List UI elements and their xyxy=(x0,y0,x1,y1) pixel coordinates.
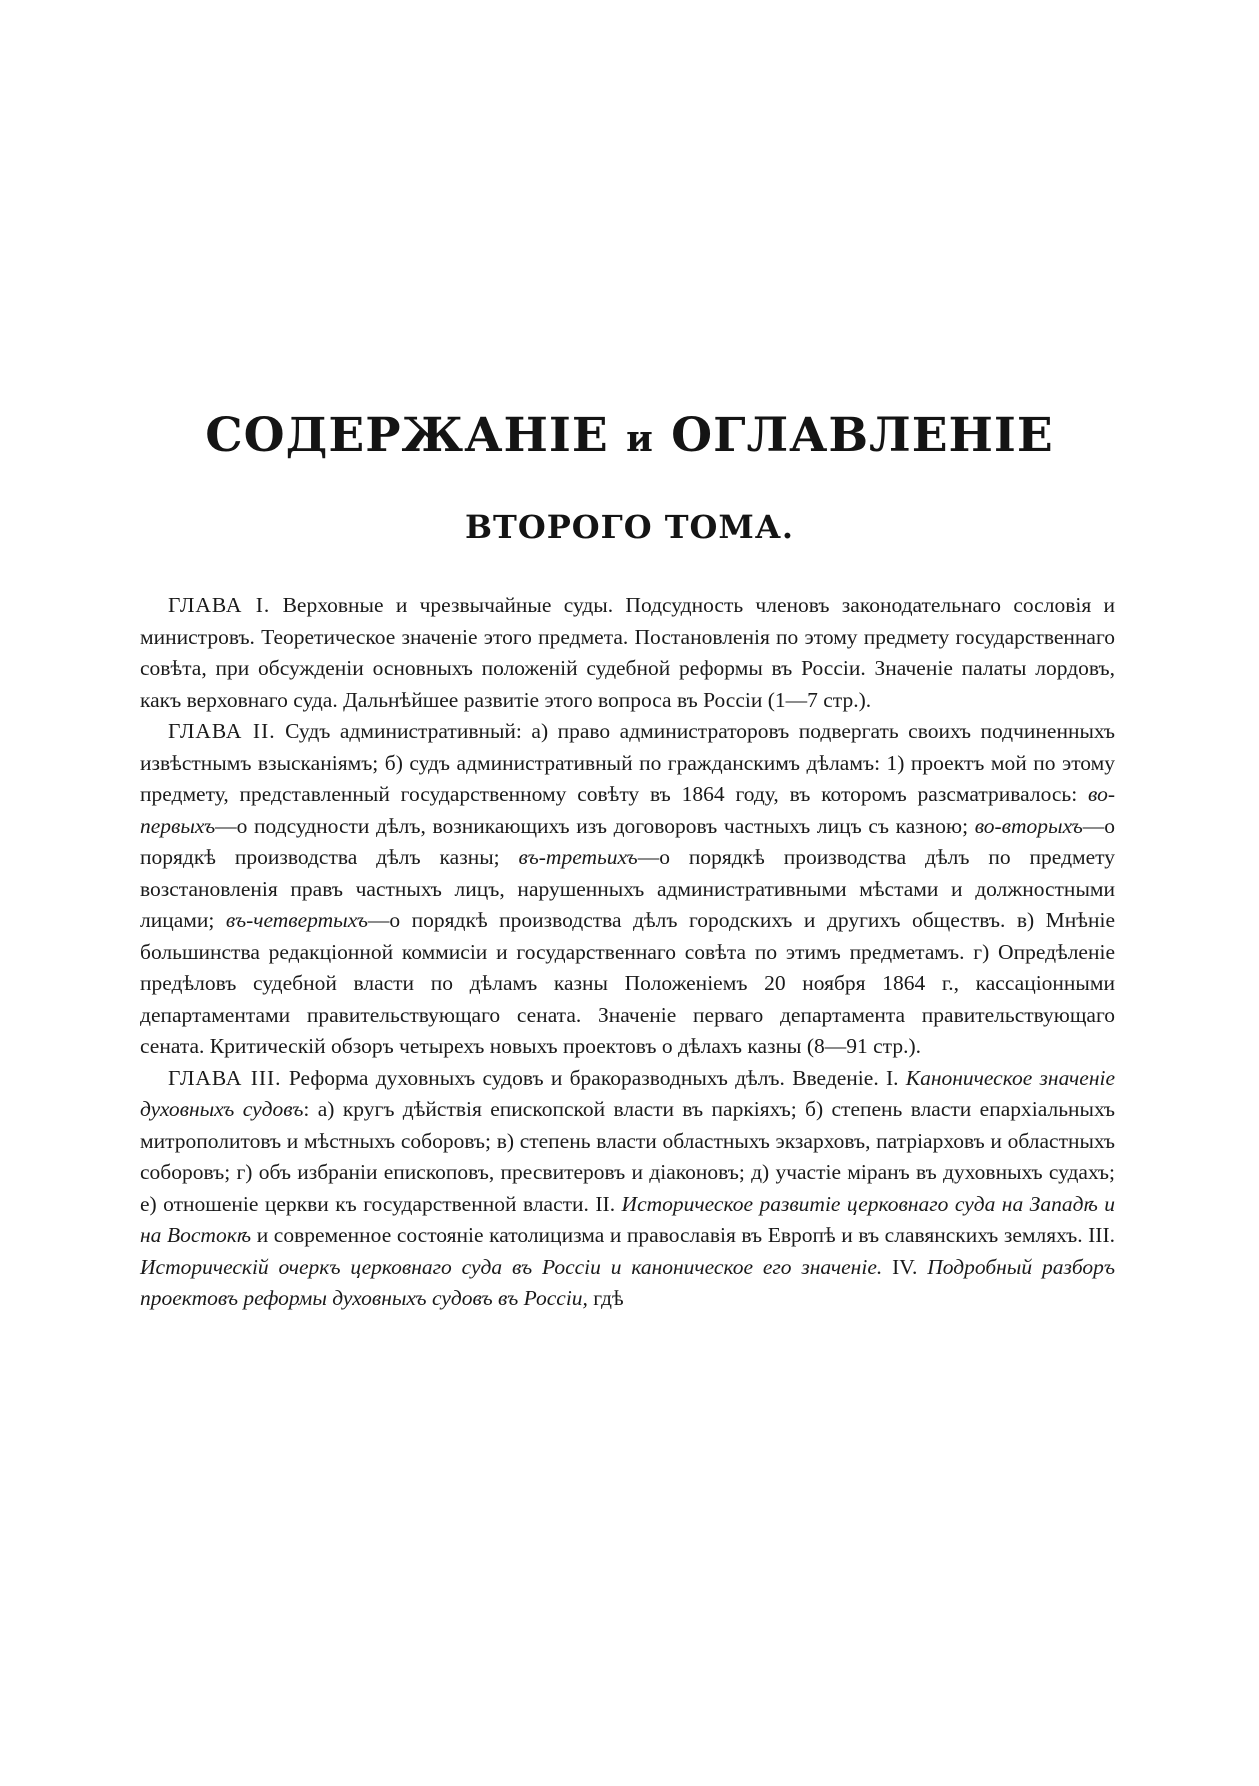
chapter-1-heading: ГЛАВА I. xyxy=(168,593,271,617)
title-conjunction: и xyxy=(626,418,654,460)
chapter-3-text-5: гдѣ xyxy=(593,1286,624,1310)
chapter-2-text-5: —о порядкѣ производства дѣлъ городскихъ и другихъ обществъ. в) Мнѣніе большинства редакціонной коммисіи и государственнаго совѣта по этимъ предметамъ. г) Опредѣленіе предѣловъ судебной власти по дѣламъ казны Положеніемъ 20 ноября 1864 г., кассаціонными департаментами правительствующаго сената. Значеніе перваго департамента правительствующаго сената. Критическій обзоръ четырехъ новыхъ проектовъ о дѣлахъ казны (8—91 стр.). xyxy=(140,908,1115,1058)
chapter-3-italic-4: Подробный разборъ проектовъ реформы духовныхъ судовъ въ Россіи, xyxy=(140,1254,1116,1310)
title-part-1: СОДЕРЖАНІЕ xyxy=(205,408,609,463)
chapter-3-italic-1: Каноническое значеніе духовныхъ судовъ xyxy=(140,1065,1116,1121)
chapter-3-italic-3: Историческій очеркъ церковнаго суда въ Россіи и каноническое его значеніе. xyxy=(140,1254,883,1279)
chapter-3-italic-2: Историческое развитіе церковнаго суда на Западѣ и на Востокѣ xyxy=(140,1191,1116,1247)
chapter-2-italic-2: во-вторыхъ xyxy=(974,813,1083,838)
chapter-1-paragraph xyxy=(140,590,1115,716)
chapter-3-text-4: IV. xyxy=(892,1254,918,1279)
chapter-2-italic-4: въ-четвертыхъ xyxy=(225,908,368,932)
title-part-2: ОГЛАВЛЕНІЕ xyxy=(671,408,1054,463)
chapter-3-paragraph xyxy=(140,1063,1115,1315)
chapter-1-text: Верховные и чрезвычайные суды. Подсудность членовъ законодательнаго сословія и министровъ. Теоретическое значеніе этого предмета. Постановленія по этому предмету государственнаго совѣта, при обсужденіи основныхъ положеній судебной реформы въ Россіи. Значеніе палаты лордовъ, какъ верховнаго суда. Дальнѣйшее развитіе этого вопроса въ Россіи (1—7 стр.). xyxy=(140,593,1116,712)
chapter-2-text-1: Судъ административный: а) право администраторовъ подвергать своихъ подчиненныхъ извѣстнымъ взысканіямъ; б) судъ административный по гражданскимъ дѣламъ: 1) проектъ мой по этому предмету, представленный государственному совѣту въ 1864 году, въ которомъ разсматривалось: xyxy=(140,719,1115,806)
chapter-3-heading: ГЛАВА III. xyxy=(168,1065,282,1090)
chapter-3-text-1: Реформа духовныхъ судовъ и бракоразводныхъ дѣлъ. Введеніе. I. xyxy=(288,1065,899,1090)
chapter-3-text-2: : а) кругъ дѣйствія епископской власти въ паркіяхъ; б) степень власти епархіальныхъ митрополитовъ и мѣстныхъ соборовъ; в) степень власти областныхъ экзарховъ, патріарховъ и областныхъ соборовъ; г) объ избраніи епископовъ, пресвитеровъ и діаконовъ; д) участіе міранъ въ духовныхъ судахъ; е) отношеніе церкви къ государственной власти. II. xyxy=(140,1097,1115,1216)
contents-body xyxy=(140,590,1115,1315)
chapter-2-heading: ГЛАВА II. xyxy=(168,719,276,743)
chapter-2-italic-3: въ-третьихъ xyxy=(518,845,638,869)
page-title xyxy=(0,408,1259,463)
page-subtitle: ВТОРОГО ТОМА. xyxy=(464,508,795,546)
chapter-3-text-3: и современное состояніе католицизма и православія въ Европѣ и въ славянскихъ земляхъ. III. xyxy=(256,1223,1115,1247)
chapter-2-paragraph xyxy=(140,716,1115,1063)
chapter-2-text-2: —о подсудности дѣлъ, возникающихъ изъ договоровъ частныхъ лицъ съ казною; xyxy=(215,813,969,838)
chapter-2-italic-1: во-первыхъ xyxy=(140,782,1115,838)
chapter-2-text-4: —о порядкѣ производства дѣлъ по предмету возстановленія правъ частныхъ лицъ, нарушенныхъ административными мѣстами и должностными лицами; xyxy=(140,845,1116,932)
chapter-2-text-3: —о порядкѣ производства дѣлъ казны; xyxy=(140,813,1116,869)
